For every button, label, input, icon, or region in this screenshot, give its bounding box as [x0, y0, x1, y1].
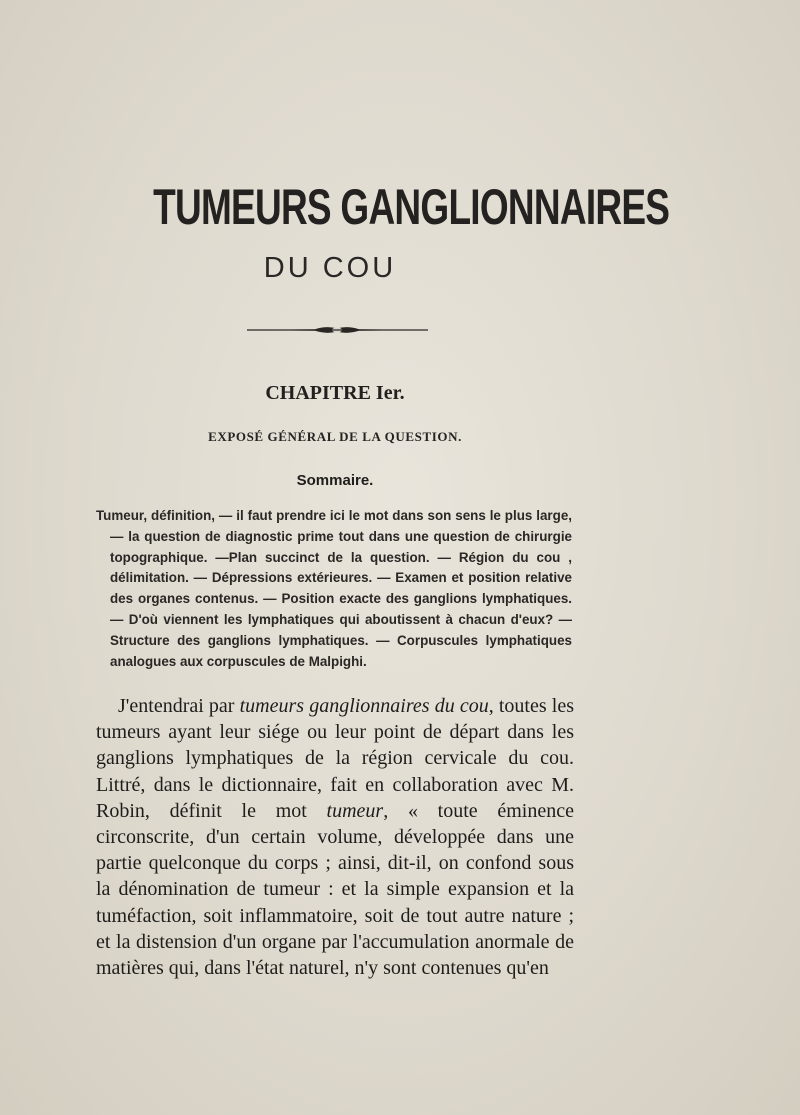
paragraph-text-middle: , toutes les tumeurs ayant leur siége ou leur point de départ dans les ganglions lymphatiques de la région cervicale du cou. Littré, dans le dictionnaire, fait en collaboration avec M. Robin, définit le mot [96, 695, 574, 822]
chapter-subtitle: EXPOSÉ GÉNÉRAL DE LA QUESTION. [208, 429, 462, 444]
chapter-title: CHAPITRE Ier. [265, 382, 405, 404]
ornamental-rule [245, 323, 430, 337]
paragraph-text-end: , « toute éminence circonscrite, d'un certain volume, développée dans une partie quelconque du corps ; ainsi, dit-il, on confond sous la dénomination de tumeur : et la simple expansion et la tuméfaction, soit inflammatoire, soit de tout autre nature ; et la distension d'un organe par l'accumulation anormale de matières qui, dans l'état naturel, n'y sont contenues qu'en [96, 799, 574, 980]
summary-text: Tumeur, définition, — il faut prendre ici le mot dans son sens le plus large, — la question de diagnostic prime tout dans une question de chirurgie topographique. —Plan succinct de la question. — Région du cou , délimitation. — Dépressions extérieures. — Examen et position relative des organes contenus. — Position exacte des ganglions lymphatiques. — D'où viennent les lymphatiques qui aboutissent à chacun d'eux? — Structure des ganglions lymphatiques. — Corpuscules lymphatiques analogues aux corpuscules de Malpighi. [96, 508, 572, 669]
italic-word: tumeur [326, 799, 384, 822]
body-text [96, 693, 574, 981]
italic-term: tumeurs ganglionnaires du cou [239, 695, 489, 717]
book-title: TUMEURS GANGLIONNAIRES [153, 179, 670, 235]
book-subtitle: DU COU [263, 252, 397, 284]
paragraph [96, 693, 574, 981]
summary-heading: Sommaire. [296, 472, 374, 489]
paragraph-text-start: J'entendrai par [118, 695, 240, 717]
